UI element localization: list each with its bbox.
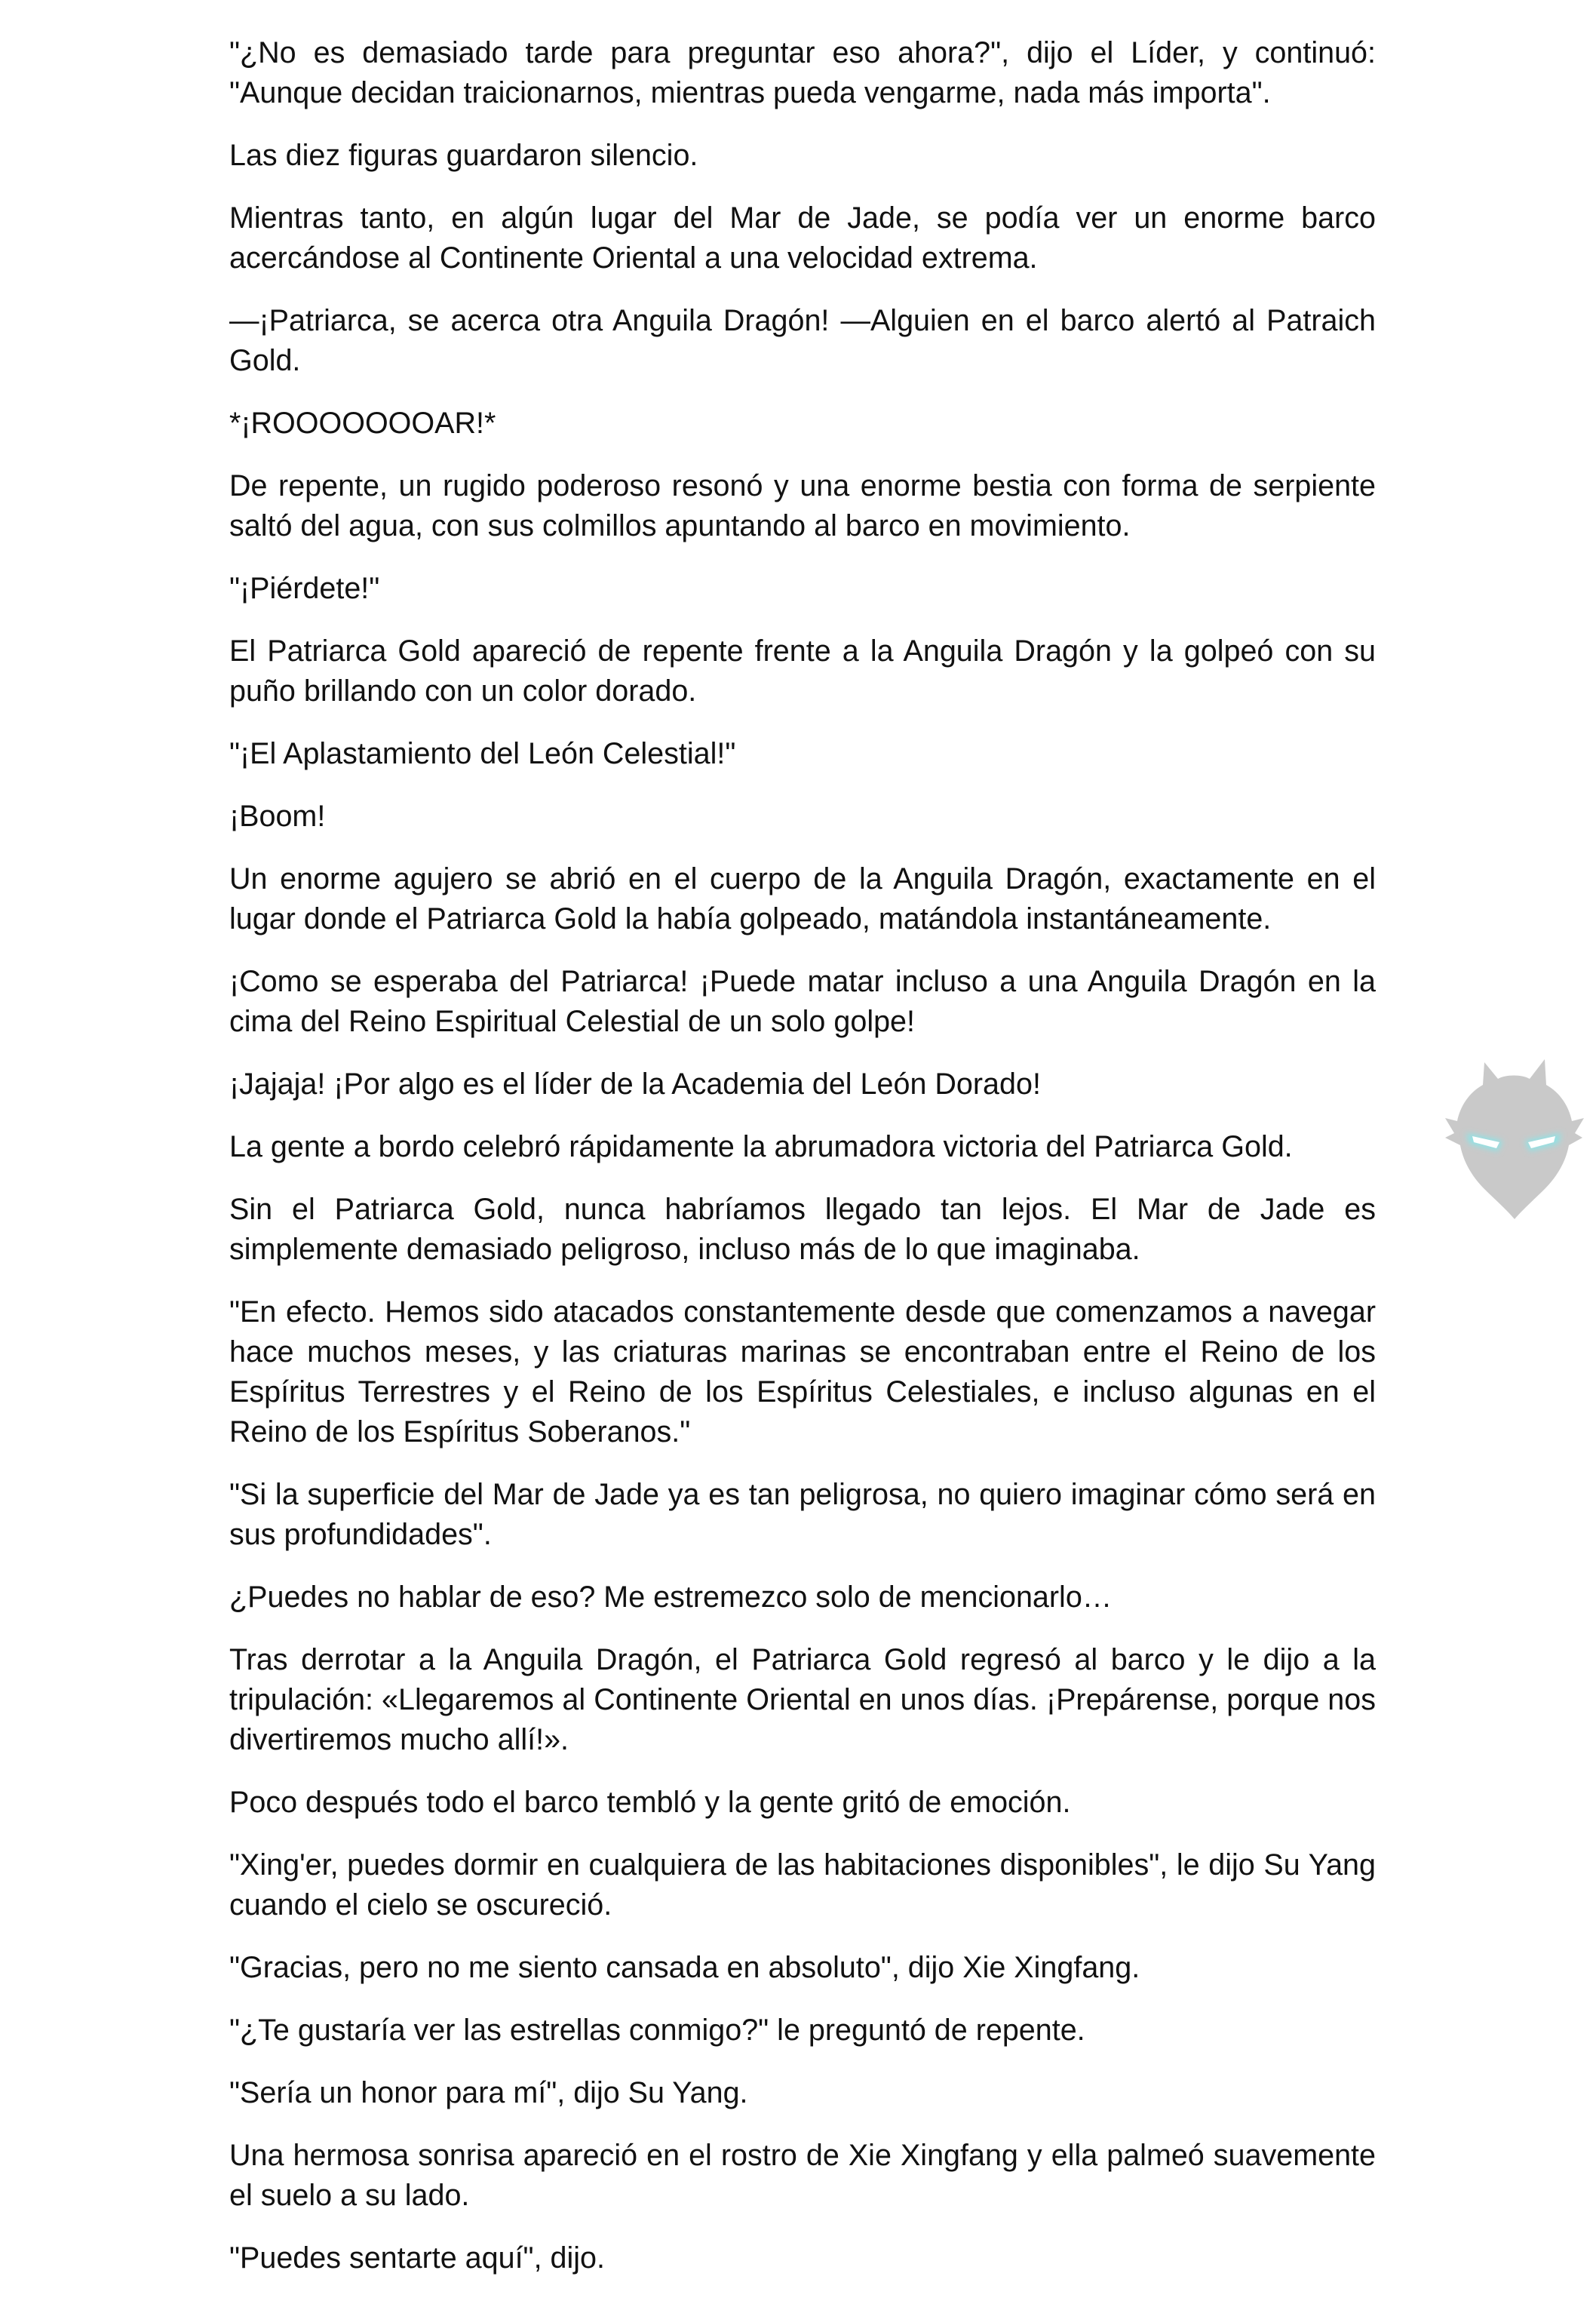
- paragraph: Poco después todo el barco tembló y la gente gritó de emoción.: [229, 1786, 1071, 1819]
- paragraph: El Patriarca Gold apareció de repente frente a la Anguila Dragón y la golpeó con su puño brillando con un color dorado.: [229, 634, 1376, 708]
- paragraph: De repente, un rugido poderoso resonó y una enorme bestia con forma de serpiente saltó del agua, con sus colmillos apuntando al barco en movimiento.: [229, 469, 1376, 542]
- paragraph: Las diez figuras guardaron silencio.: [229, 139, 698, 172]
- paragraph: ¿Puedes no hablar de eso? Me estremezco solo de mencionarlo…: [229, 1581, 1113, 1614]
- paragraph: Sin el Patriarca Gold, nunca habríamos llegado tan lejos. El Mar de Jade es simplemente demasiado peligroso, incluso más de lo que imaginaba.: [229, 1193, 1376, 1266]
- paragraph: "En efecto. Hemos sido atacados constantemente desde que comenzamos a navegar hace muchos meses, y las criaturas marinas se encontraban entre el Reino de los Espíritus Terrestres y el Reino de los Espíritus Celestiales, e incluso algunas en el Reino de los Espíritus Soberanos.": [229, 1295, 1376, 1448]
- paragraph: "¡El Aplastamiento del León Celestial!": [229, 737, 736, 770]
- paragraph: "¡Piérdete!": [229, 572, 380, 605]
- paragraph: "Sería un honor para mí", dijo Su Yang.: [229, 2076, 748, 2109]
- paragraph: —¡Patriarca, se acerca otra Anguila Dragón! —Alguien en el barco alertó al Patraich Gold.: [229, 304, 1376, 377]
- paragraph: Mientras tanto, en algún lugar del Mar de Jade, se podía ver un enorme barco acercándose al Continente Oriental a una velocidad extrema.: [229, 201, 1376, 275]
- paragraph: "Si la superficie del Mar de Jade ya es tan peligrosa, no quiero imaginar cómo será en sus profundidades".: [229, 1478, 1376, 1551]
- paragraph: ¡Jajaja! ¡Por algo es el líder de la Academia del León Dorado!: [229, 1068, 1041, 1101]
- demon-head-shape: [1445, 1059, 1584, 1219]
- paragraph: "Xing'er, puedes dormir en cualquiera de las habitaciones disponibles", le dijo Su Yang cuando el cielo se oscureció.: [229, 1848, 1376, 1922]
- paragraph: ¡Como se esperaba del Patriarca! ¡Puede matar incluso a una Anguila Dragón en la cima del Reino Espiritual Celestial de un solo golpe!: [229, 965, 1376, 1038]
- paragraph: Tras derrotar a la Anguila Dragón, el Patriarca Gold regresó al barco y le dijo a la tripulación: «Llegaremos al Continente Oriental en unos días. ¡Prepárense, porque nos divertiremos mucho allí!».: [229, 1643, 1376, 1756]
- paragraph: La gente a bordo celebró rápidamente la abrumadora victoria del Patriarca Gold.: [229, 1130, 1293, 1163]
- document-body: [229, 33, 1376, 2301]
- paragraph: "Gracias, pero no me siento cansada en absoluto", dijo Xie Xingfang.: [229, 1951, 1140, 1984]
- paragraph: ¡Boom!: [229, 800, 326, 833]
- paragraph: "¿No es demasiado tarde para preguntar eso ahora?", dijo el Líder, y continuó: "Aunque decidan traicionarnos, mientras pueda vengarme, nada más importa".: [229, 36, 1376, 109]
- paragraph: Una hermosa sonrisa apareció en el rostro de Xie Xingfang y ella palmeó suavemente el suelo a su lado.: [229, 2139, 1376, 2212]
- paragraph: Un enorme agujero se abrió en el cuerpo de la Anguila Dragón, exactamente en el lugar donde el Patriarca Gold la había golpeado, matándola instantáneamente.: [229, 862, 1376, 935]
- paragraph: "Puedes sentarte aquí", dijo.: [229, 2241, 605, 2275]
- demon-head-icon: [1439, 1049, 1588, 1224]
- paragraph: *¡ROOOOOOOAR!*: [229, 407, 496, 440]
- paragraph: "¿Te gustaría ver las estrellas conmigo?" le preguntó de repente.: [229, 2014, 1085, 2047]
